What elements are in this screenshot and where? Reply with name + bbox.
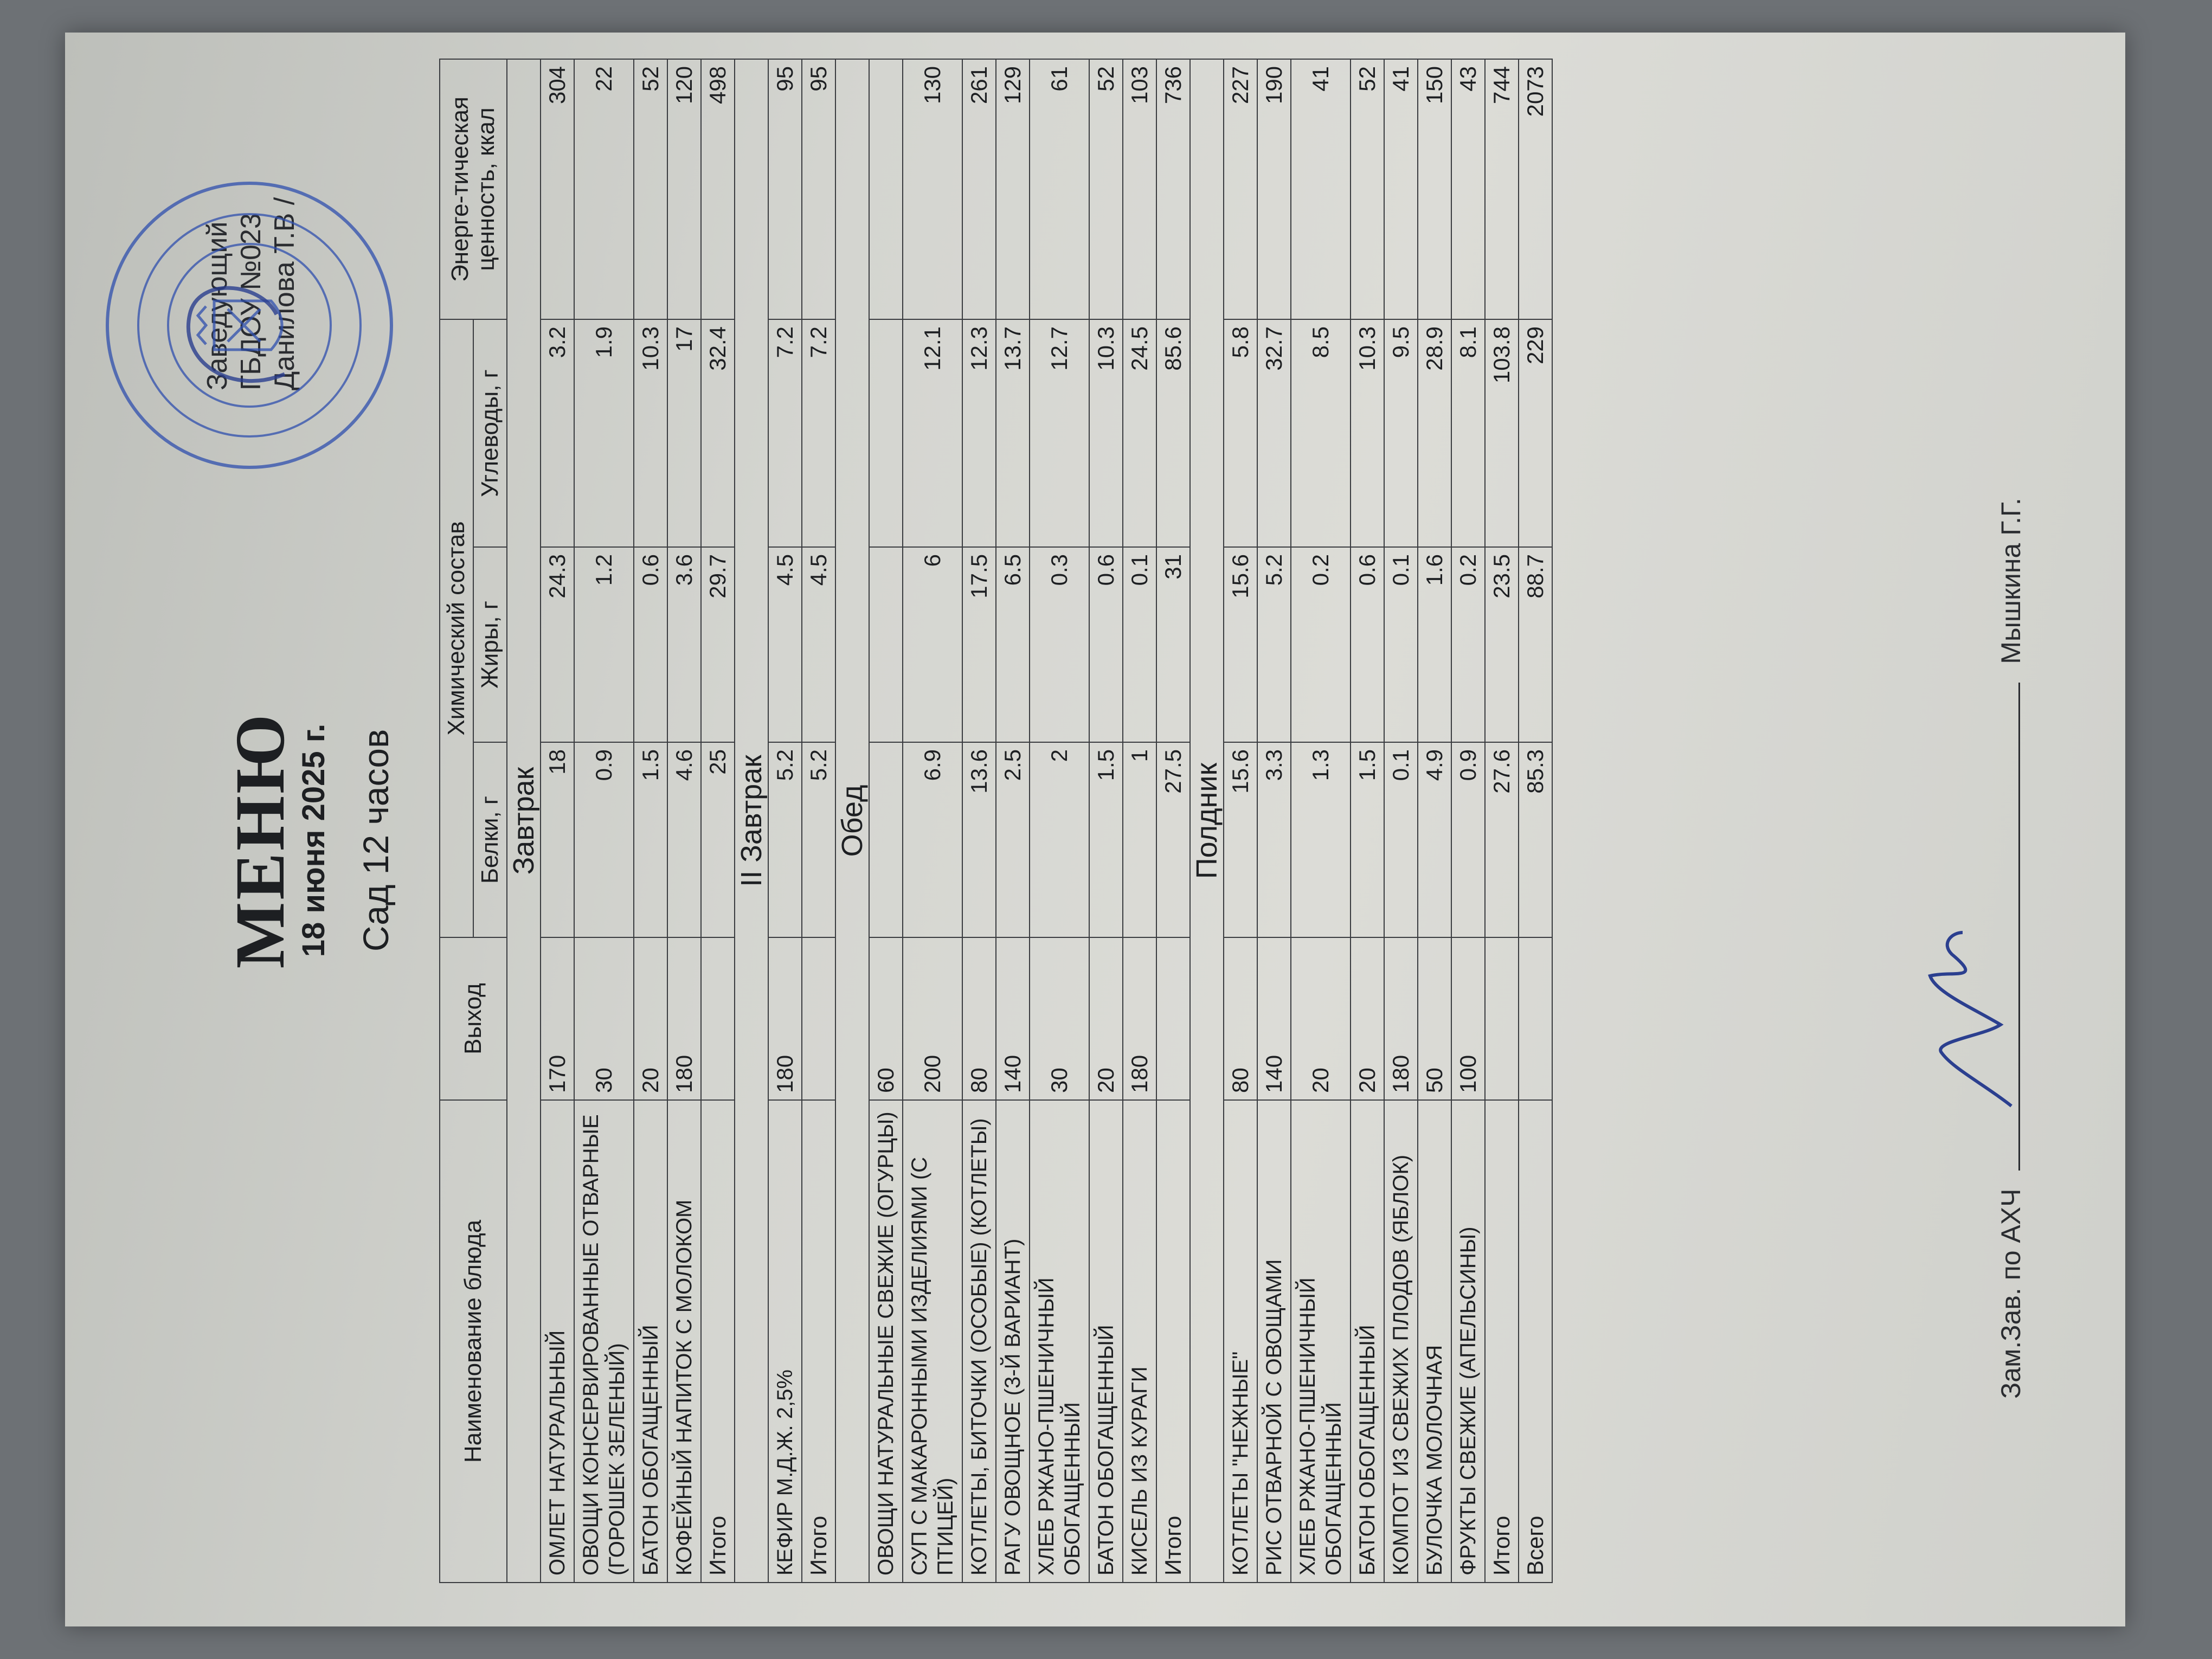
section-total-row xyxy=(701,59,735,1583)
dish-output: 200 xyxy=(903,937,962,1100)
dish-name: ХЛЕБ РЖАНО-ПШЕНИЧНЫЙ ОБОГАЩЕННЫЙ xyxy=(1291,1100,1351,1583)
dish-energy: 190 xyxy=(1257,59,1291,319)
dish-fat: 0.6 xyxy=(634,547,667,742)
dish-energy: 129 xyxy=(996,59,1030,319)
total-fat: 29.7 xyxy=(701,547,735,742)
table-row xyxy=(1123,59,1156,1583)
grand-total-output-empty xyxy=(1519,937,1552,1100)
total-output-empty xyxy=(701,937,735,1100)
dish-protein: 13.6 xyxy=(962,742,996,937)
dish-name: ОВОЩИ НАТУРАЛЬНЫЕ СВЕЖИЕ (ОГУРЦЫ) xyxy=(869,1100,903,1583)
dish-energy: 61 xyxy=(1030,59,1089,319)
dish-energy: 52 xyxy=(634,59,667,319)
grand-total-label: Всего xyxy=(1519,1100,1552,1583)
dish-fat: 15.6 xyxy=(1224,547,1257,742)
total-label: Итого xyxy=(1156,1100,1190,1583)
dish-protein: 6.9 xyxy=(903,742,962,937)
dish-carbs: 5.8 xyxy=(1224,319,1257,547)
dish-protein: 18 xyxy=(541,742,574,937)
dish-name: БУЛОЧКА МОЛОЧНАЯ xyxy=(1418,1100,1451,1583)
dish-fat: 0.2 xyxy=(1291,547,1351,742)
table-row xyxy=(869,59,903,1583)
dish-name: КОМПОТ ИЗ СВЕЖИХ ПЛОДОВ (ЯБЛОК) xyxy=(1384,1100,1418,1583)
dish-output: 30 xyxy=(1030,937,1089,1100)
menu-table xyxy=(439,59,1553,1583)
dish-fat: 17.5 xyxy=(962,547,996,742)
dish-protein: 5.2 xyxy=(768,742,802,937)
dish-output: 50 xyxy=(1418,937,1451,1100)
dish-carbs: 12.3 xyxy=(962,319,996,547)
dish-protein: 4.6 xyxy=(667,742,701,937)
table-row xyxy=(1291,59,1351,1583)
total-energy: 744 xyxy=(1485,59,1519,319)
approver-org: ГБДОУ №023 xyxy=(235,213,267,390)
total-energy: 736 xyxy=(1156,59,1190,319)
section-total-row xyxy=(1156,59,1190,1583)
col-header-energy: Энерге-тическая ценность, ккал xyxy=(440,59,507,319)
table-row xyxy=(541,59,574,1583)
total-output-empty xyxy=(1156,937,1190,1100)
dish-name: КИСЕЛЬ ИЗ КУРАГИ xyxy=(1123,1100,1156,1583)
dish-carbs: 17 xyxy=(667,319,701,547)
table-row xyxy=(996,59,1030,1583)
total-carbs: 7.2 xyxy=(802,319,835,547)
section-header-row xyxy=(835,59,869,1583)
col-header-protein: Белки, г xyxy=(473,742,507,937)
total-protein: 27.6 xyxy=(1485,742,1519,937)
section-header-row xyxy=(1190,59,1224,1583)
section-total-row xyxy=(1485,59,1519,1583)
table-row xyxy=(634,59,667,1583)
dish-output: 180 xyxy=(1384,937,1418,1100)
dish-output: 140 xyxy=(1257,937,1291,1100)
total-carbs: 32.4 xyxy=(701,319,735,547)
col-header-output: Выход xyxy=(440,937,507,1100)
dish-energy: 52 xyxy=(1351,59,1384,319)
dish-output: 180 xyxy=(1123,937,1156,1100)
dish-fat: 6.5 xyxy=(996,547,1030,742)
footer-signature-line xyxy=(1995,498,2027,1399)
total-fat: 4.5 xyxy=(802,547,835,742)
dish-energy: 41 xyxy=(1291,59,1351,319)
grand-total-row xyxy=(1519,59,1552,1583)
total-carbs: 85.6 xyxy=(1156,319,1190,547)
table-body xyxy=(507,59,1552,1583)
dish-energy: 227 xyxy=(1224,59,1257,319)
dish-fat: 3.6 xyxy=(667,547,701,742)
dish-carbs: 7.2 xyxy=(768,319,802,547)
dish-carbs: 8.5 xyxy=(1291,319,1351,547)
table-row xyxy=(1089,59,1123,1583)
dish-output: 180 xyxy=(768,937,802,1100)
dish-carbs: 12.7 xyxy=(1030,319,1089,547)
menu-date: 18 июня 2025 г. xyxy=(296,723,331,957)
col-header-chem: Химический состав xyxy=(440,319,473,937)
col-header-fat: Жиры, г xyxy=(473,547,507,742)
dish-protein: 1.5 xyxy=(1351,742,1384,937)
dish-output: 140 xyxy=(996,937,1030,1100)
dish-output: 20 xyxy=(1089,937,1123,1100)
table-row xyxy=(667,59,701,1583)
dish-fat: 24.3 xyxy=(541,547,574,742)
dish-fat: 4.5 xyxy=(768,547,802,742)
dish-protein: 0.9 xyxy=(1451,742,1485,937)
grand-total-energy: 2073 xyxy=(1519,59,1552,319)
section-title: Завтрак xyxy=(507,59,541,1583)
col-header-carbs: Углеводы, г xyxy=(473,319,507,547)
total-fat: 23.5 xyxy=(1485,547,1519,742)
approver-title: Заведующий xyxy=(202,221,233,390)
dish-fat: 0.6 xyxy=(1351,547,1384,742)
dish-output: 20 xyxy=(634,937,667,1100)
dish-name: КОФЕЙНЫЙ НАПИТОК С МОЛОКОМ xyxy=(667,1100,701,1583)
dish-output: 30 xyxy=(574,937,634,1100)
dish-fat: 1.6 xyxy=(1418,547,1451,742)
table-row xyxy=(768,59,802,1583)
dish-carbs: 10.3 xyxy=(1351,319,1384,547)
total-label: Итого xyxy=(701,1100,735,1583)
dish-carbs: 32.7 xyxy=(1257,319,1291,547)
table-row xyxy=(1257,59,1291,1583)
table-row xyxy=(1224,59,1257,1583)
dish-fat xyxy=(869,547,903,742)
total-protein: 5.2 xyxy=(802,742,835,937)
dish-energy: 52 xyxy=(1089,59,1123,319)
dish-protein: 2 xyxy=(1030,742,1089,937)
total-label: Итого xyxy=(1485,1100,1519,1583)
dish-name: ОМЛЕТ НАТУРАЛЬНЫЙ xyxy=(541,1100,574,1583)
dish-energy: 22 xyxy=(574,59,634,319)
dish-name: РИС ОТВАРНОЙ С ОВОЩАМИ xyxy=(1257,1100,1291,1583)
total-protein: 27.5 xyxy=(1156,742,1190,937)
approver-name: Данилова Т.В / xyxy=(269,197,300,390)
dish-energy: 304 xyxy=(541,59,574,319)
dish-output: 180 xyxy=(667,937,701,1100)
total-protein: 25 xyxy=(701,742,735,937)
col-header-name: Наименование блюда xyxy=(440,1100,507,1583)
dish-energy: 120 xyxy=(667,59,701,319)
dish-carbs: 1.9 xyxy=(574,319,634,547)
dish-energy: 43 xyxy=(1451,59,1485,319)
menu-document xyxy=(65,33,2125,1626)
dish-energy: 41 xyxy=(1384,59,1418,319)
section-title: II Завтрак xyxy=(735,59,768,1583)
dish-carbs: 10.3 xyxy=(634,319,667,547)
grand-total-carbs: 229 xyxy=(1519,319,1552,547)
dish-protein: 1.3 xyxy=(1291,742,1351,937)
total-label: Итого xyxy=(802,1100,835,1583)
dish-protein: 3.3 xyxy=(1257,742,1291,937)
dish-carbs: 12.1 xyxy=(903,319,962,547)
dish-protein: 1.5 xyxy=(634,742,667,937)
grand-total-protein: 85.3 xyxy=(1519,742,1552,937)
dish-name: БАТОН ОБОГАЩЕННЫЙ xyxy=(1351,1100,1384,1583)
table-row xyxy=(574,59,634,1583)
dish-fat: 0.2 xyxy=(1451,547,1485,742)
dish-name: ОВОЩИ КОНСЕРВИРОВАННЫЕ ОТВАРНЫЕ (ГОРОШЕК ЗЕЛЕНЫЙ) xyxy=(574,1100,634,1583)
table-row xyxy=(1451,59,1485,1583)
dish-carbs: 3.2 xyxy=(541,319,574,547)
dish-carbs: 28.9 xyxy=(1418,319,1451,547)
dish-protein: 1.5 xyxy=(1089,742,1123,937)
dish-energy xyxy=(869,59,903,319)
dish-fat: 0.3 xyxy=(1030,547,1089,742)
dish-fat: 0.6 xyxy=(1089,547,1123,742)
section-title: Полдник xyxy=(1190,59,1224,1583)
dish-protein: 15.6 xyxy=(1224,742,1257,937)
dish-protein: 4.9 xyxy=(1418,742,1451,937)
table-row xyxy=(903,59,962,1583)
section-title: Обед xyxy=(835,59,869,1583)
table-row xyxy=(1418,59,1451,1583)
table-row xyxy=(1030,59,1089,1583)
dish-name: ФРУКТЫ СВЕЖИЕ (АПЕЛЬСИНЫ) xyxy=(1451,1100,1485,1583)
dish-output: 170 xyxy=(541,937,574,1100)
total-energy: 498 xyxy=(701,59,735,319)
dish-carbs: 9.5 xyxy=(1384,319,1418,547)
dish-carbs xyxy=(869,319,903,547)
dish-carbs: 24.5 xyxy=(1123,319,1156,547)
dish-output: 100 xyxy=(1451,937,1485,1100)
grand-total-fat: 88.7 xyxy=(1519,547,1552,742)
dish-energy: 95 xyxy=(768,59,802,319)
total-output-empty xyxy=(1485,937,1519,1100)
dish-fat: 6 xyxy=(903,547,962,742)
dish-name: КОТЛЕТЫ, БИТОЧКИ (ОСОБЫЕ) (КОТЛЕТЫ) xyxy=(962,1100,996,1583)
dish-protein: 0.9 xyxy=(574,742,634,937)
total-fat: 31 xyxy=(1156,547,1190,742)
table-row xyxy=(1351,59,1384,1583)
dish-protein: 2.5 xyxy=(996,742,1030,937)
page-title: МЕНЮ xyxy=(221,712,299,969)
dish-energy: 103 xyxy=(1123,59,1156,319)
total-energy: 95 xyxy=(802,59,835,319)
dish-name: СУП С МАКАРОННЫМИ ИЗДЕЛИЯМИ (С ПТИЦЕЙ) xyxy=(903,1100,962,1583)
dish-name: ХЛЕБ РЖАНО-ПШЕНИЧНЫЙ ОБОГАЩЕННЫЙ xyxy=(1030,1100,1089,1583)
dish-carbs: 10.3 xyxy=(1089,319,1123,547)
table-header xyxy=(440,59,507,1583)
dish-energy: 150 xyxy=(1418,59,1451,319)
dish-name: БАТОН ОБОГАЩЕННЫЙ xyxy=(1089,1100,1123,1583)
section-header-row xyxy=(735,59,768,1583)
dish-name: КЕФИР М.Д.Ж. 2,5% xyxy=(768,1100,802,1583)
dish-name: РАГУ ОВОЩНОЕ (3-Й ВАРИАНТ) xyxy=(996,1100,1030,1583)
dish-protein: 1 xyxy=(1123,742,1156,937)
dish-name: КОТЛЕТЫ "НЕЖНЫЕ" xyxy=(1224,1100,1257,1583)
total-carbs: 103.8 xyxy=(1485,319,1519,547)
table-row xyxy=(1384,59,1418,1583)
dish-fat: 5.2 xyxy=(1257,547,1291,742)
dish-carbs: 13.7 xyxy=(996,319,1030,547)
dish-output: 80 xyxy=(1224,937,1257,1100)
dish-fat: 0.1 xyxy=(1123,547,1156,742)
dish-protein xyxy=(869,742,903,937)
dish-output: 80 xyxy=(962,937,996,1100)
dish-protein: 0.1 xyxy=(1384,742,1418,937)
footer-position: Зам.Зав. по АХЧ xyxy=(1996,1188,2026,1399)
dish-output: 20 xyxy=(1291,937,1351,1100)
section-total-row xyxy=(802,59,835,1583)
dish-fat: 0.1 xyxy=(1384,547,1418,742)
dish-output: 20 xyxy=(1351,937,1384,1100)
rotated-page xyxy=(65,33,2125,1626)
total-output-empty xyxy=(802,937,835,1100)
dish-output: 60 xyxy=(869,937,903,1100)
dish-carbs: 8.1 xyxy=(1451,319,1485,547)
table-row xyxy=(962,59,996,1583)
dish-name: БАТОН ОБОГАЩЕННЫЙ xyxy=(634,1100,667,1583)
round-stamp-icon xyxy=(98,173,401,477)
section-header-row xyxy=(507,59,541,1583)
dish-fat: 1.2 xyxy=(574,547,634,742)
footer-name: Мышкина Г.Г. xyxy=(1996,498,2026,664)
dish-energy: 130 xyxy=(903,59,962,319)
signature-underline xyxy=(2018,683,2020,1171)
dish-energy: 261 xyxy=(962,59,996,319)
group-name: Сад 12 часов xyxy=(356,729,396,952)
